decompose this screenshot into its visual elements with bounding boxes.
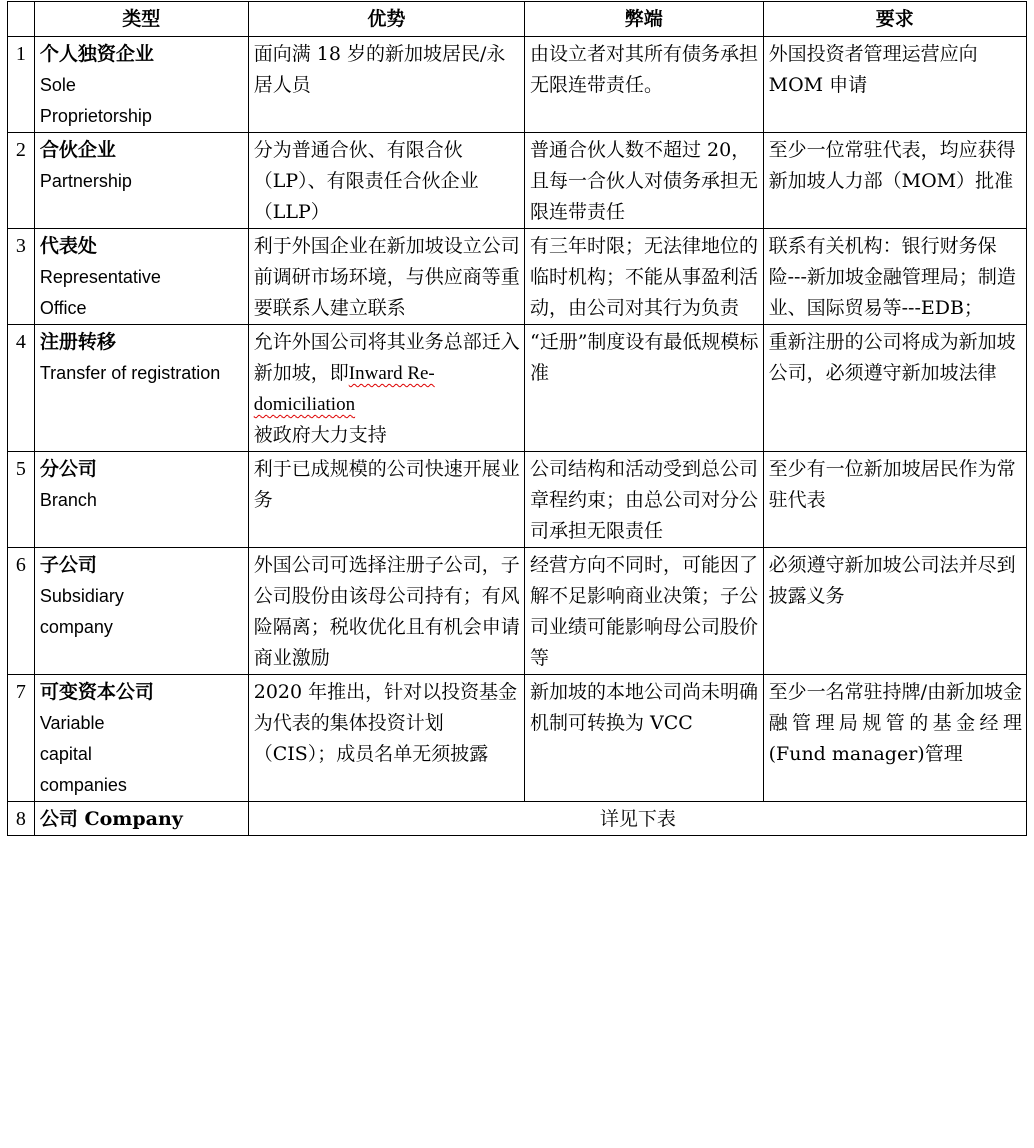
type-name-en: Subsidiary company	[39, 586, 124, 637]
requirement-cell: 联系有关机构：银行财务保险---新加坡金融管理局；制造业、国际贸易等---EDB；	[763, 229, 1026, 325]
header-requirement: 要求	[763, 2, 1026, 37]
type-name-zh: 分公司	[39, 458, 97, 480]
advantage-text: 允许外国公司将其业务总部迁入新加坡，即	[253, 331, 520, 384]
table-row	[8, 229, 1027, 325]
disadvantage-cell: 新加坡的本地公司尚未明确机制可转换为 VCC	[524, 675, 763, 802]
type-name-zh: 注册转移	[39, 331, 116, 353]
type-name-zh: 个人独资企业	[39, 43, 154, 65]
advantage-text-end: 被政府大力支持	[253, 424, 387, 446]
row-number: 5	[8, 452, 35, 548]
type-name-zh: 合伙企业	[39, 139, 116, 161]
type-name-zh: 子公司	[39, 554, 97, 576]
header-disadvantage: 弊端	[524, 2, 763, 37]
row-number: 1	[8, 37, 35, 133]
table-row	[8, 452, 1027, 548]
type-name-zh: 可变资本公司	[39, 681, 154, 703]
type-name-en: Partnership	[39, 171, 132, 191]
spellcheck-term: Inward Re-domiciliation	[253, 363, 435, 415]
type-cell	[34, 133, 248, 229]
row-number: 6	[8, 548, 35, 675]
type-cell	[34, 675, 248, 802]
requirement-cell: 至少一位常驻代表，均应获得新加坡人力部（MOM）批准	[763, 133, 1026, 229]
header-type: 类型	[34, 2, 248, 37]
advantage-cell: 外国公司可选择注册子公司，子公司股份由该母公司持有；有风险隔离；税收优化且有机会申请商业激励	[248, 548, 524, 675]
requirement-cell: 至少一名常驻持牌/由新加坡金融管理局规管的基金经理(Fund manager)管理	[763, 675, 1026, 802]
row-number: 3	[8, 229, 35, 325]
disadvantage-cell: 经营方向不同时，可能因了解不足影响商业决策；子公司业绩可能影响母公司股价等	[524, 548, 763, 675]
row-number: 7	[8, 675, 35, 802]
type-name-en: Transfer of registration	[39, 363, 221, 383]
disadvantage-cell: “迁册”制度设有最低规模标准	[524, 325, 763, 452]
company-types-table	[7, 1, 1027, 836]
requirement-cell: 重新注册的公司将成为新加坡公司，必须遵守新加坡法律	[763, 325, 1026, 452]
disadvantage-cell: 普通合伙人数不超过 20，且每一合伙人对债务承担无限连带责任	[524, 133, 763, 229]
type-cell: 公司 Company	[34, 802, 248, 836]
advantage-cell	[248, 325, 524, 452]
row-number: 4	[8, 325, 35, 452]
table-row	[8, 802, 1027, 836]
row-number: 8	[8, 802, 35, 836]
requirement-cell: 外国投资者管理运营应向 MOM 申请	[763, 37, 1026, 133]
advantage-cell: 利于外国企业在新加坡设立公司前调研市场环境，与供应商等重要联系人建立联系	[248, 229, 524, 325]
table-row	[8, 675, 1027, 802]
type-cell	[34, 37, 248, 133]
disadvantage-cell: 有三年时限；无法律地位的临时机构；不能从事盈利活动，由公司对其行为负责	[524, 229, 763, 325]
requirement-cell: 至少有一位新加坡居民作为常驻代表	[763, 452, 1026, 548]
requirement-cell: 必须遵守新加坡公司法并尽到披露义务	[763, 548, 1026, 675]
advantage-cell: 利于已成规模的公司快速开展业务	[248, 452, 524, 548]
type-cell	[34, 229, 248, 325]
advantage-cell: 分为普通合伙、有限合伙（LP）、有限责任合伙企业（LLP）	[248, 133, 524, 229]
see-below-note: 详见下表	[248, 802, 1026, 836]
disadvantage-cell: 公司结构和活动受到总公司章程约束；由总公司对分公司承担无限责任	[524, 452, 763, 548]
advantage-cell: 面向满 18 岁的新加坡居民/永居人员	[248, 37, 524, 133]
type-name-en: Representative Office	[39, 267, 161, 318]
type-cell	[34, 548, 248, 675]
type-name-en: Branch	[39, 490, 97, 510]
header-row	[8, 2, 1027, 37]
type-name-en: Sole Proprietorship	[39, 75, 152, 126]
header-advantage: 优势	[248, 2, 524, 37]
type-name-en: Variable capital companies	[39, 713, 127, 795]
table-row	[8, 37, 1027, 133]
row-number: 2	[8, 133, 35, 229]
header-no	[8, 2, 35, 37]
type-cell	[34, 325, 248, 452]
type-name-zh: 代表处	[39, 235, 97, 257]
table-row	[8, 325, 1027, 452]
type-cell	[34, 452, 248, 548]
table-row	[8, 548, 1027, 675]
advantage-cell: 2020 年推出，针对以投资基金为代表的集体投资计划（CIS）；成员名单无须披露	[248, 675, 524, 802]
table-row	[8, 133, 1027, 229]
disadvantage-cell: 由设立者对其所有债务承担无限连带责任。	[524, 37, 763, 133]
